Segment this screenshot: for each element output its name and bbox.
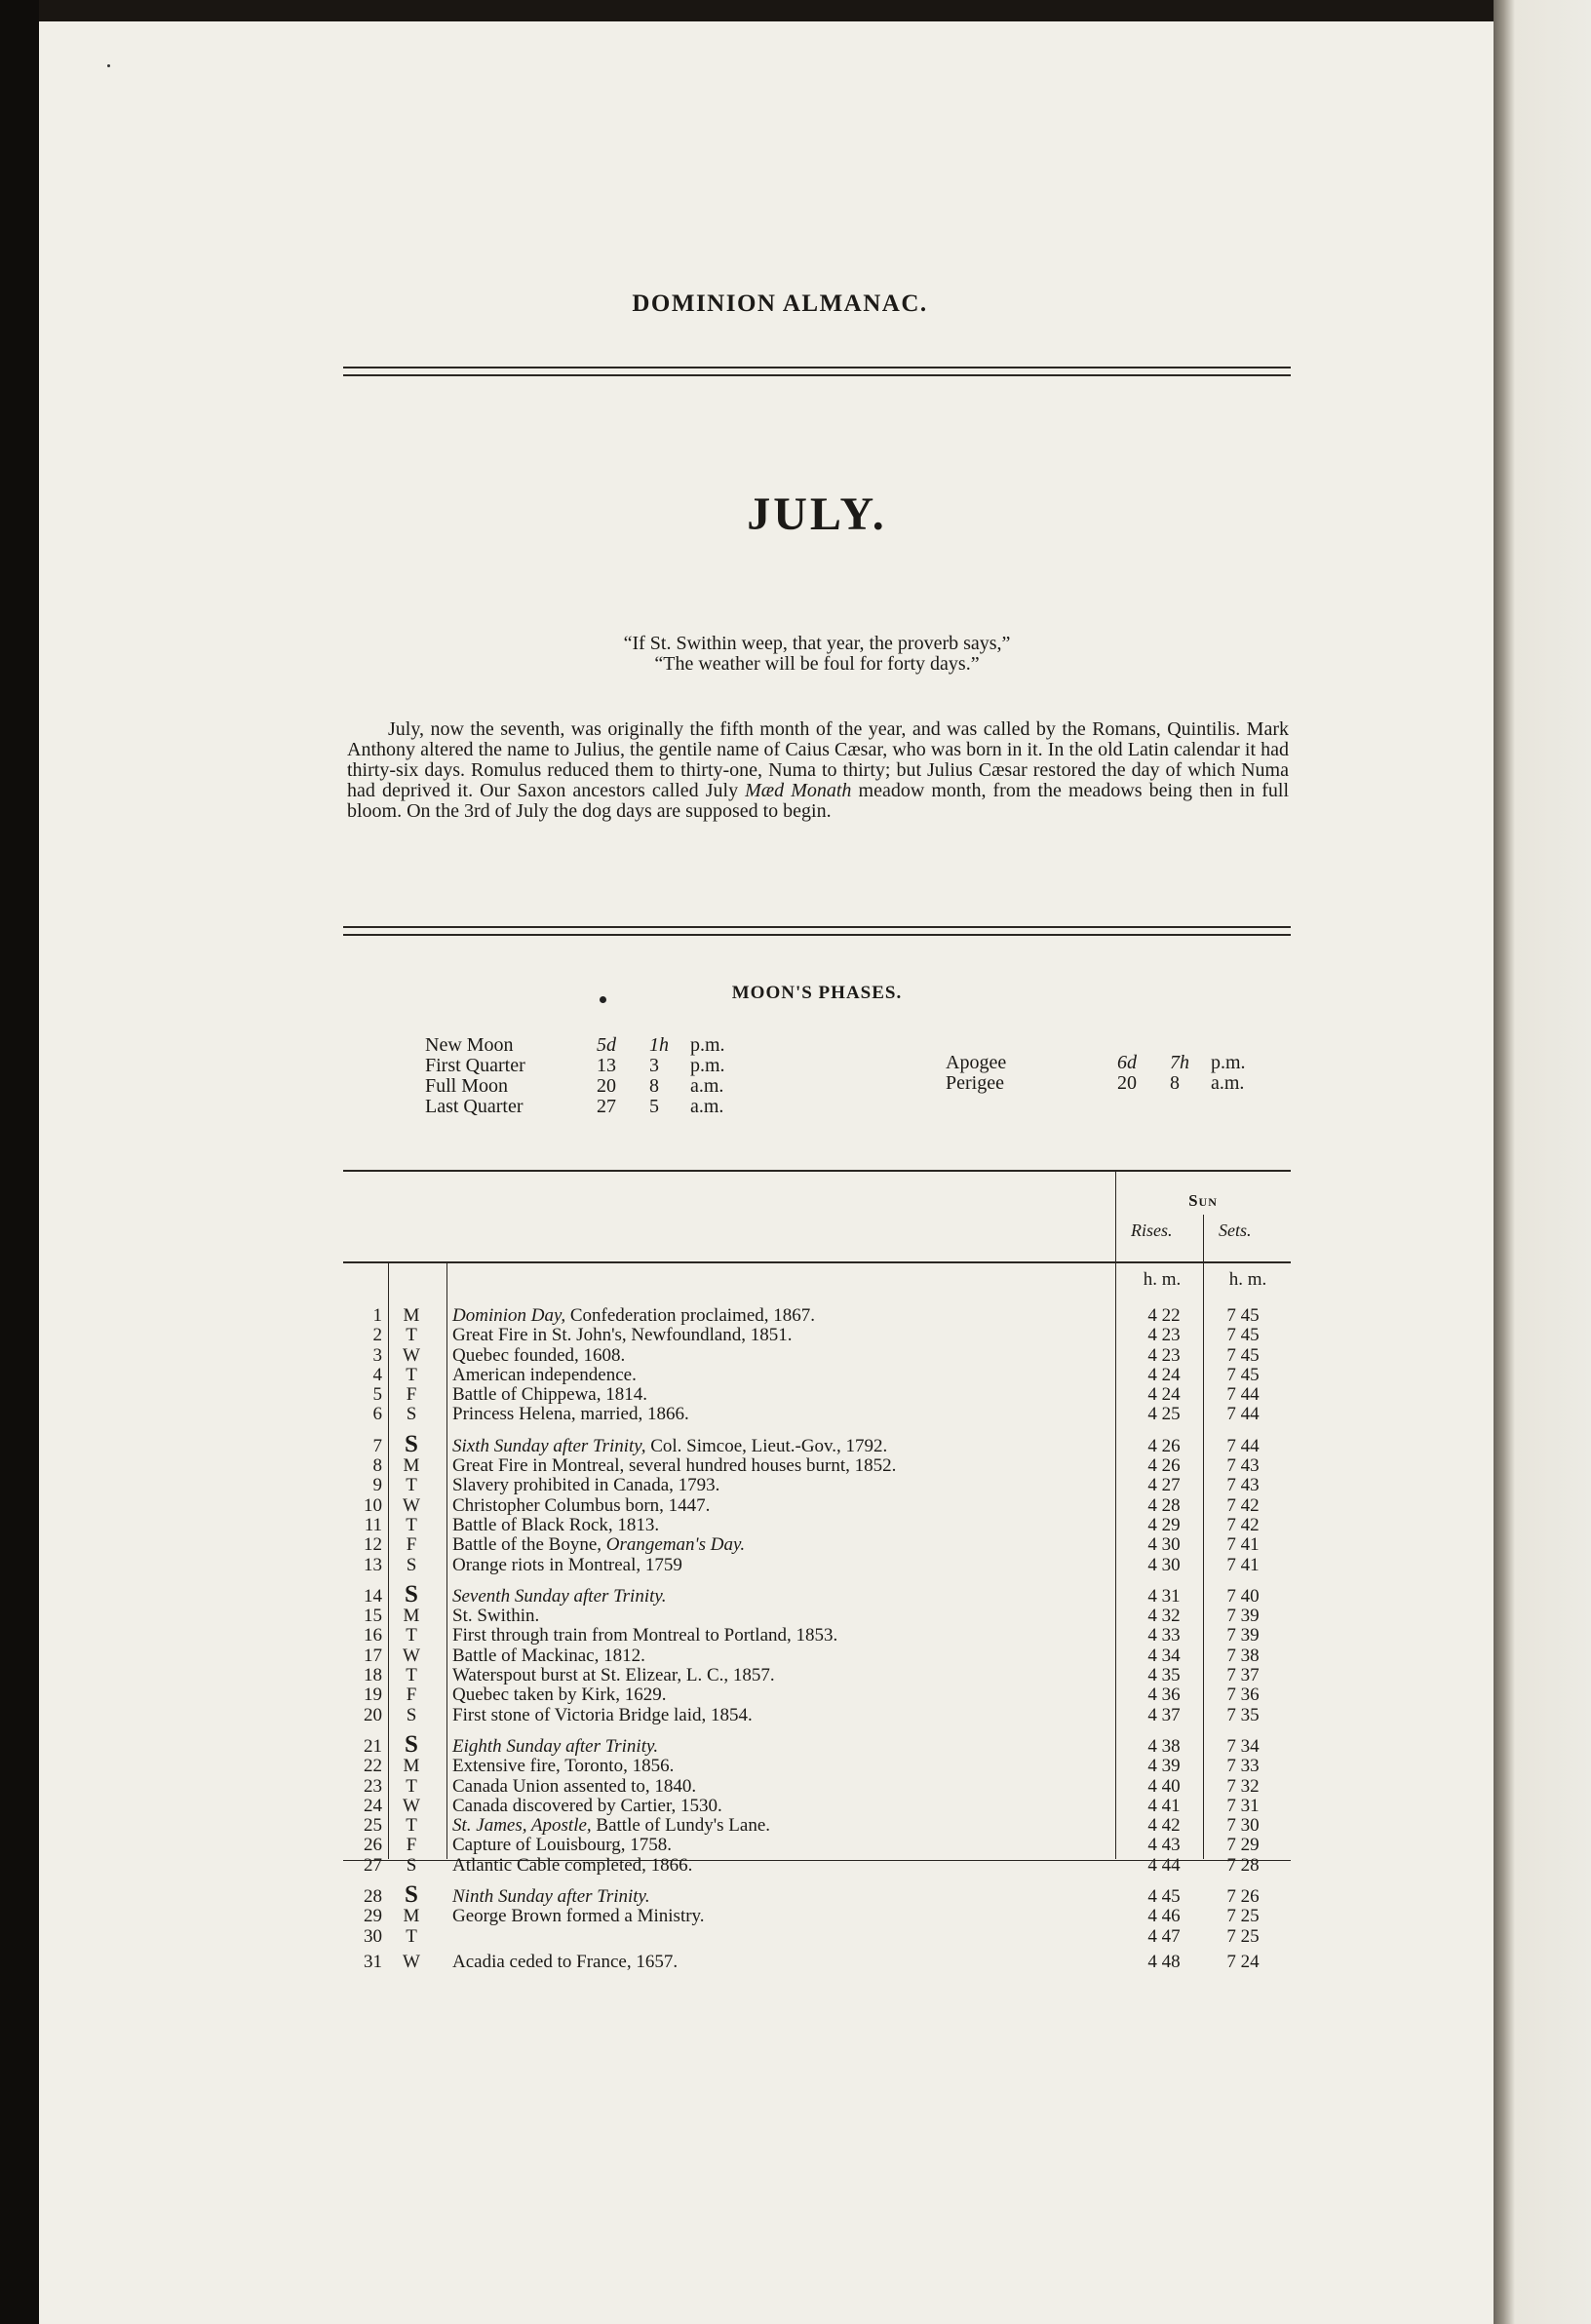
- event: [452, 1685, 667, 1705]
- calendar-row: [343, 1685, 1291, 1705]
- day-of-week: T: [406, 1665, 417, 1685]
- event: [452, 1626, 837, 1646]
- event-text: Princess Helena, married, 1866.: [452, 1404, 689, 1424]
- phase-name: First Quarter: [425, 1055, 525, 1076]
- calendar-row: [343, 1757, 1291, 1776]
- day-number: 6: [372, 1404, 382, 1424]
- event: [452, 1887, 650, 1907]
- rises-units: h. m.: [1143, 1269, 1182, 1290]
- event: [452, 1907, 705, 1926]
- sun-column-header: Sun: [1188, 1191, 1218, 1210]
- event: [452, 1587, 667, 1607]
- event-text: Great Fire in Montreal, several hundred houses burnt, 1852.: [452, 1455, 897, 1476]
- day-number: 29: [364, 1906, 382, 1926]
- sunrise-time: 4 28: [1147, 1495, 1181, 1516]
- phase-row: [425, 1076, 749, 1097]
- intro-italic: Mæd Monath: [745, 780, 852, 801]
- sunset-time: 7 31: [1226, 1796, 1260, 1816]
- calendar-row: [343, 1607, 1291, 1626]
- sunrise-time: 4 48: [1147, 1952, 1181, 1972]
- day-number: 28: [364, 1886, 382, 1907]
- phase-period: a.m.: [690, 1075, 724, 1097]
- day-of-week: M: [403, 1756, 420, 1776]
- day-number: 12: [364, 1534, 382, 1555]
- day-of-week: S: [406, 1555, 417, 1575]
- moon-phases-title: MOON'S PHASES.: [731, 983, 903, 1003]
- event-text: Orange riots in Montreal, 1759: [452, 1555, 682, 1575]
- day-of-week: S: [405, 1731, 418, 1758]
- running-header: DOMINION ALMANAC.: [632, 290, 928, 317]
- event-italic: St. James, Apostle,: [452, 1815, 592, 1836]
- calendar-row: [343, 1556, 1291, 1575]
- event: [452, 1456, 896, 1476]
- calendar-bottom-rule: [343, 1860, 1291, 1861]
- calendar-row: [343, 1535, 1291, 1555]
- sunrise-time: 4 36: [1147, 1685, 1181, 1705]
- event-italic: Dominion Day,: [452, 1305, 566, 1326]
- event: [452, 1385, 647, 1405]
- day-number: 10: [364, 1495, 382, 1516]
- sunrise-time: 4 42: [1147, 1815, 1181, 1836]
- phase-row: [425, 1056, 749, 1076]
- sunrise-time: 4 45: [1147, 1886, 1181, 1907]
- sunrise-time: 4 29: [1147, 1515, 1181, 1535]
- sunset-time: 7 45: [1226, 1305, 1260, 1326]
- phase-day: 20: [1117, 1072, 1137, 1094]
- sunrise-time: 4 26: [1147, 1455, 1181, 1476]
- day-of-week: S: [405, 1581, 418, 1607]
- day-of-week: S: [406, 1705, 417, 1725]
- event: [452, 1953, 678, 1972]
- event: [452, 1836, 672, 1855]
- event-text: First stone of Victoria Bridge laid, 1854.: [452, 1705, 753, 1725]
- day-number: 25: [364, 1815, 382, 1836]
- sunrise-time: 4 43: [1147, 1835, 1181, 1855]
- section-rule: [343, 926, 1291, 928]
- sunset-time: 7 32: [1226, 1776, 1260, 1797]
- calendar-row: [343, 1927, 1291, 1947]
- day-of-week: T: [406, 1625, 417, 1646]
- phase-day: 6d: [1117, 1052, 1137, 1073]
- day-of-week: W: [403, 1345, 420, 1366]
- day-of-week: M: [403, 1606, 420, 1626]
- calendar-row: [343, 1366, 1291, 1385]
- sunrise-time: 4 44: [1147, 1855, 1181, 1876]
- event-text: St. Swithin.: [452, 1606, 540, 1626]
- event-text: Canada Union assented to, 1840.: [452, 1776, 697, 1797]
- event-text: Waterspout burst at St. Elizear, L. C., 1857.: [452, 1665, 775, 1685]
- sunset-time: 7 37: [1226, 1665, 1260, 1685]
- day-number: 16: [364, 1625, 382, 1646]
- sunset-time: 7 42: [1226, 1495, 1260, 1516]
- event-text: Atlantic Cable completed, 1866.: [452, 1855, 693, 1876]
- event: [452, 1737, 658, 1757]
- sunset-time: 7 41: [1226, 1534, 1260, 1555]
- event: [452, 1326, 793, 1345]
- calendar-row: [343, 1777, 1291, 1797]
- calendar-row: [343, 1431, 1291, 1457]
- event-italic: Orangeman's Day.: [605, 1534, 746, 1555]
- sunset-time: 7 34: [1226, 1736, 1260, 1757]
- event: [452, 1476, 719, 1495]
- event-italic: Seventh Sunday after Trinity.: [452, 1586, 667, 1607]
- day-of-week: W: [403, 1796, 420, 1816]
- event-text: Canada discovered by Cartier, 1530.: [452, 1796, 722, 1816]
- month-title: JULY.: [747, 488, 887, 540]
- event-text: George Brown formed a Ministry.: [452, 1906, 705, 1926]
- sunrise-time: 4 47: [1147, 1926, 1181, 1947]
- sunset-time: 7 25: [1226, 1906, 1260, 1926]
- sunrise-time: 4 23: [1147, 1325, 1181, 1345]
- sunset-time: 7 44: [1226, 1404, 1260, 1424]
- day-number: 17: [364, 1646, 382, 1666]
- phase-hour: 3: [649, 1055, 659, 1076]
- event-text: Battle of Chippewa, 1814.: [452, 1384, 647, 1405]
- sunset-time: 7 30: [1226, 1815, 1260, 1836]
- calendar-row: [343, 1881, 1291, 1908]
- sunrise-time: 4 37: [1147, 1705, 1181, 1725]
- event-text: Slavery prohibited in Canada, 1793.: [452, 1475, 720, 1495]
- calendar-row: [343, 1646, 1291, 1666]
- header-rule: [343, 374, 1291, 376]
- sunset-time: 7 29: [1226, 1835, 1260, 1855]
- calendar-row: [343, 1797, 1291, 1816]
- calendar-row: [343, 1666, 1291, 1685]
- event-text: Acadia ceded to France, 1657.: [452, 1952, 679, 1972]
- event-text: Battle of Lundy's Lane.: [591, 1815, 771, 1836]
- phase-day: 20: [597, 1075, 616, 1097]
- calendar-header-rule: [343, 1261, 1291, 1263]
- sunrise-time: 4 41: [1147, 1796, 1181, 1816]
- day-number: 9: [372, 1475, 382, 1495]
- phase-name: New Moon: [425, 1034, 514, 1056]
- book-left-edge: [0, 0, 39, 2324]
- sunset-time: 7 28: [1226, 1855, 1260, 1876]
- day-of-week: W: [403, 1952, 420, 1972]
- sunrise-time: 4 27: [1147, 1475, 1181, 1495]
- calendar-row: [343, 1306, 1291, 1326]
- intro-text: meadow month, from the meadows being then in full bloom. On the 3rd of July the dog days are supposed to begin.: [347, 780, 1289, 822]
- phase-row: [425, 1035, 749, 1056]
- day-number: 31: [364, 1952, 382, 1972]
- print-speck: [107, 64, 110, 67]
- day-of-week: S: [405, 1881, 418, 1908]
- phase-row: [425, 1097, 749, 1117]
- sunrise-time: 4 35: [1147, 1665, 1181, 1685]
- day-of-week: T: [406, 1475, 417, 1495]
- event: [452, 1666, 775, 1685]
- day-of-week: S: [405, 1431, 418, 1457]
- event-italic: Eighth Sunday after Trinity.: [452, 1736, 659, 1757]
- intro-text: July, now the seventh, was originally the fifth month of the year, and was called by the Romans, Quintilis. Mark Anthony altered the name to Julius, the gentile name of Caius Cæsar, who was born in it. In the old Latin calendar it had thirty-six days. Romulus reduced them to thirty-one, Numa to thirty; but Julius Cæsar restored the day of which Numa had deprived it. Our Saxon ancestors called July: [347, 718, 1289, 801]
- calendar-row: [343, 1346, 1291, 1366]
- day-number: 3: [372, 1345, 382, 1366]
- event-text: Quebec taken by Kirk, 1629.: [452, 1685, 667, 1705]
- event: [452, 1366, 637, 1385]
- phase-row: [946, 1053, 1269, 1073]
- calendar-row: [343, 1516, 1291, 1535]
- calendar-row: [343, 1856, 1291, 1876]
- sunset-time: 7 40: [1226, 1586, 1260, 1607]
- day-number: 13: [364, 1555, 382, 1575]
- sunset-time: 7 44: [1226, 1384, 1260, 1405]
- day-of-week: T: [406, 1815, 417, 1836]
- event-text: Confederation proclaimed, 1867.: [565, 1305, 816, 1326]
- sets-header: Sets.: [1219, 1220, 1252, 1240]
- book-spine: [1494, 0, 1591, 2324]
- sunrise-time: 4 30: [1147, 1534, 1181, 1555]
- sunrise-time: 4 46: [1147, 1906, 1181, 1926]
- day-of-week: F: [406, 1835, 417, 1855]
- event: [452, 1556, 682, 1575]
- day-number: 8: [372, 1455, 382, 1476]
- sunset-time: 7 25: [1226, 1926, 1260, 1947]
- phase-name: Full Moon: [425, 1075, 509, 1097]
- phase-hour: 5: [649, 1096, 659, 1117]
- sunrise-time: 4 30: [1147, 1555, 1181, 1575]
- proverb: [343, 634, 1291, 675]
- section-rule: [343, 934, 1291, 936]
- day-of-week: F: [406, 1685, 417, 1705]
- sunrise-time: 4 23: [1147, 1345, 1181, 1366]
- day-number: 23: [364, 1776, 382, 1797]
- day-of-week: M: [403, 1305, 420, 1326]
- day-of-week: T: [406, 1365, 417, 1385]
- phase-name: Perigee: [946, 1072, 1004, 1094]
- sunset-time: 7 35: [1226, 1705, 1260, 1725]
- intro-paragraph: [347, 719, 1289, 822]
- day-number: 7: [372, 1436, 382, 1456]
- event: [452, 1607, 539, 1626]
- event: [452, 1496, 710, 1516]
- phase-hour: 8: [649, 1075, 659, 1097]
- event: [452, 1535, 745, 1555]
- day-number: 14: [364, 1586, 382, 1607]
- day-of-week: T: [406, 1515, 417, 1535]
- sunset-time: 7 43: [1226, 1455, 1260, 1476]
- sunrise-time: 4 39: [1147, 1756, 1181, 1776]
- rises-header: Rises.: [1131, 1220, 1173, 1240]
- proverb-line: “The weather will be foul for forty days.”: [654, 653, 980, 675]
- sunrise-time: 4 34: [1147, 1646, 1181, 1666]
- phase-day: 27: [597, 1096, 616, 1117]
- moon-phases-table: [425, 1035, 749, 1117]
- calendar-row: [343, 1385, 1291, 1405]
- phase-period: a.m.: [690, 1096, 724, 1117]
- sunset-time: 7 45: [1226, 1345, 1260, 1366]
- day-number: 11: [364, 1515, 382, 1535]
- calendar-top-rule: [343, 1170, 1291, 1172]
- calendar-row: [343, 1496, 1291, 1516]
- sunset-time: 7 44: [1226, 1436, 1260, 1456]
- event: [452, 1346, 625, 1366]
- day-of-week: W: [403, 1646, 420, 1666]
- phase-period: p.m.: [690, 1055, 725, 1076]
- sunrise-time: 4 24: [1147, 1384, 1181, 1405]
- day-of-week: S: [406, 1855, 417, 1876]
- event: [452, 1437, 887, 1456]
- apsides-table: [946, 1053, 1269, 1094]
- event-text: First through train from Montreal to Portland, 1853.: [452, 1625, 838, 1646]
- event-text: Quebec founded, 1608.: [452, 1345, 626, 1366]
- day-number: 30: [364, 1926, 382, 1947]
- day-of-week: W: [403, 1495, 420, 1516]
- day-of-week: F: [406, 1384, 417, 1405]
- calendar-row: [343, 1706, 1291, 1725]
- event: [452, 1646, 645, 1666]
- event: [452, 1856, 692, 1876]
- sunset-time: 7 39: [1226, 1606, 1260, 1626]
- day-number: 24: [364, 1796, 382, 1816]
- day-number: 2: [372, 1325, 382, 1345]
- calendar-row: [343, 1907, 1291, 1926]
- calendar-row: [343, 1326, 1291, 1345]
- sunrise-time: 4 24: [1147, 1365, 1181, 1385]
- day-number: 22: [364, 1756, 382, 1776]
- event: [452, 1706, 753, 1725]
- event: [452, 1405, 689, 1424]
- day-of-week: T: [406, 1325, 417, 1345]
- event-text: Great Fire in St. John's, Newfoundland, 1851.: [452, 1325, 793, 1345]
- calendar-row: [343, 1953, 1291, 1972]
- day-number: 5: [372, 1384, 382, 1405]
- phase-row: [946, 1073, 1269, 1094]
- sunrise-time: 4 33: [1147, 1625, 1181, 1646]
- sunset-time: 7 26: [1226, 1886, 1260, 1907]
- sunset-time: 7 38: [1226, 1646, 1260, 1666]
- calendar-row: [343, 1405, 1291, 1424]
- event-text: American independence.: [452, 1365, 637, 1385]
- calendar-row: [343, 1731, 1291, 1758]
- day-number: 27: [364, 1855, 382, 1876]
- sunrise-time: 4 25: [1147, 1404, 1181, 1424]
- phase-name: Apogee: [946, 1052, 1007, 1073]
- day-of-week: T: [406, 1776, 417, 1797]
- day-number: 21: [364, 1736, 382, 1757]
- sets-units: h. m.: [1228, 1269, 1267, 1290]
- event-text: Extensive fire, Toronto, 1856.: [452, 1756, 675, 1776]
- sunrise-time: 4 31: [1147, 1586, 1181, 1607]
- phase-hour: 8: [1170, 1072, 1180, 1094]
- header-rule: [343, 367, 1291, 368]
- sunrise-time: 4 38: [1147, 1736, 1181, 1757]
- day-number: 20: [364, 1705, 382, 1725]
- day-of-week: M: [403, 1455, 420, 1476]
- sunrise-time: 4 32: [1147, 1606, 1181, 1626]
- event: [452, 1777, 696, 1797]
- sunrise-time: 4 22: [1147, 1305, 1181, 1326]
- event-italic: Ninth Sunday after Trinity.: [452, 1886, 650, 1907]
- calendar-row: [343, 1456, 1291, 1476]
- phase-name: Last Quarter: [425, 1096, 524, 1117]
- event-text: Battle of Mackinac, 1812.: [452, 1646, 645, 1666]
- day-number: 26: [364, 1835, 382, 1855]
- phase-hour: 7h: [1170, 1052, 1189, 1073]
- phase-period: p.m.: [1211, 1052, 1246, 1073]
- calendar-row: [343, 1581, 1291, 1607]
- event: [452, 1757, 674, 1776]
- calendar-row: [343, 1626, 1291, 1646]
- calendar-row: [343, 1836, 1291, 1855]
- day-of-week: T: [406, 1926, 417, 1947]
- calendar-row: [343, 1816, 1291, 1836]
- event-text: Capture of Louisbourg, 1758.: [452, 1835, 672, 1855]
- sunset-time: 7 45: [1226, 1325, 1260, 1345]
- sunset-time: 7 33: [1226, 1756, 1260, 1776]
- sunset-time: 7 43: [1226, 1475, 1260, 1495]
- event: [452, 1306, 815, 1326]
- event-text: Battle of the Boyne,: [452, 1534, 606, 1555]
- sunrise-time: 4 26: [1147, 1436, 1181, 1456]
- sunset-time: 7 45: [1226, 1365, 1260, 1385]
- event: [452, 1516, 659, 1535]
- day-number: 1: [372, 1305, 382, 1326]
- event-text: Col. Simcoe, Lieut.-Gov., 1792.: [645, 1436, 888, 1456]
- phase-day: 5d: [597, 1034, 616, 1056]
- phase-hour: 1h: [649, 1034, 669, 1056]
- phase-period: p.m.: [690, 1034, 725, 1056]
- phase-day: 13: [597, 1055, 616, 1076]
- sunset-time: 7 24: [1226, 1952, 1260, 1972]
- sunset-time: 7 39: [1226, 1625, 1260, 1646]
- sunset-time: 7 42: [1226, 1515, 1260, 1535]
- event-text: Battle of Black Rock, 1813.: [452, 1515, 660, 1535]
- day-number: 19: [364, 1685, 382, 1705]
- day-of-week: M: [403, 1906, 420, 1926]
- day-number: 15: [364, 1606, 382, 1626]
- proverb-line: “If St. Swithin weep, that year, the proverb says,”: [623, 633, 1011, 654]
- sunset-time: 7 36: [1226, 1685, 1260, 1705]
- sunrise-time: 4 40: [1147, 1776, 1181, 1797]
- calendar-row: [343, 1476, 1291, 1495]
- day-number: 4: [372, 1365, 382, 1385]
- day-number: 18: [364, 1665, 382, 1685]
- day-of-week: F: [406, 1534, 417, 1555]
- event-italic: Sixth Sunday after Trinity,: [452, 1436, 646, 1456]
- phase-period: a.m.: [1211, 1072, 1245, 1094]
- day-of-week: S: [406, 1404, 417, 1424]
- event-text: Christopher Columbus born, 1447.: [452, 1495, 711, 1516]
- event: [452, 1797, 722, 1816]
- event: [452, 1816, 770, 1836]
- sunset-time: 7 41: [1226, 1555, 1260, 1575]
